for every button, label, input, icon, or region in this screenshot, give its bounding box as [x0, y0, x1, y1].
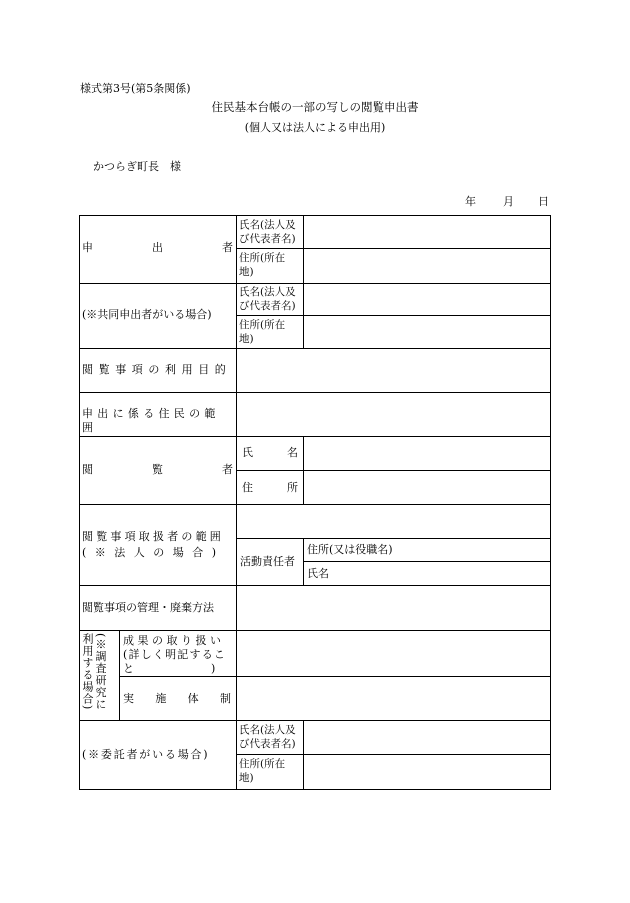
activity-manager-label: 活動責任者	[240, 555, 295, 568]
application-form-table	[79, 215, 551, 790]
applicant-address-label: 住所(所在 地)	[239, 252, 286, 278]
research-use-label: (※調査研究に利用する場合)	[81, 633, 107, 711]
sub-row-divider	[236, 315, 551, 316]
viewer-name-label: 氏 名	[242, 446, 298, 459]
border-right	[550, 215, 551, 790]
column-divider	[303, 720, 304, 790]
co-applicant-name-label: 氏名(法人及 び代表者名)	[239, 286, 296, 312]
row-divider	[79, 630, 551, 631]
border-left	[79, 215, 80, 790]
sub-row-divider	[236, 754, 551, 755]
sub-row-divider	[236, 470, 551, 471]
border-top	[79, 215, 551, 216]
addressee: かつらぎ町長 様	[93, 160, 181, 173]
co-applicant-label: (※共同申出者がいる場合)	[82, 308, 212, 321]
date-day-label: 日	[538, 195, 549, 208]
sub-row-divider	[236, 248, 551, 249]
row-divider	[79, 436, 551, 437]
applicant-label: 申 出 者	[82, 241, 233, 254]
handler-scope-label: 閲覧事項取扱者の範囲	[82, 530, 224, 543]
viewer-label: 閲 覧 者	[82, 463, 233, 476]
co-applicant-address-label: 住所(所在 地)	[239, 319, 286, 345]
column-divider	[303, 436, 304, 505]
resident-scope-label: 申出に係る住民の範囲	[82, 407, 220, 434]
border-bottom	[79, 789, 551, 790]
sub-row-divider	[303, 561, 551, 562]
column-divider	[119, 630, 120, 720]
row-divider	[79, 392, 551, 393]
document-subtitle: (個人又は法人による申出用)	[244, 121, 386, 134]
handler-scope-note: (※法人の場合)	[82, 546, 225, 559]
row-divider	[79, 283, 551, 284]
column-divider	[303, 215, 304, 349]
applicant-name-label: 氏名(法人及 び代表者名)	[239, 219, 296, 245]
document-title: 住民基本台帳の一部の写しの閲覧申出書	[211, 100, 419, 114]
consignor-address-label: 住所(所在 地)	[239, 758, 286, 784]
sub-row-divider	[236, 538, 551, 539]
viewer-address-label: 住 所	[242, 481, 298, 494]
date-month-label: 月	[503, 195, 514, 208]
form-number: 様式第3号(第5条関係)	[80, 82, 191, 95]
implementation-label: 実 施 体 制	[123, 692, 231, 705]
manager-address-title-label: 住所(又は役職名)	[307, 543, 393, 556]
column-divider	[303, 538, 304, 586]
sub-row-divider	[119, 676, 551, 677]
row-divider	[79, 504, 551, 505]
consignor-name-label: 氏名(法人及 び代表者名)	[239, 724, 296, 750]
results-handling-label: 成果の取り扱い (詳しく明記するこ と )	[123, 634, 227, 675]
purpose-label: 閲覧事項の利用目的	[82, 363, 232, 376]
row-divider	[79, 348, 551, 349]
consignor-label: (※委託者がいる場合)	[82, 748, 210, 761]
column-divider	[236, 215, 237, 790]
management-method-label: 閲覧事項の管理・廃棄方法	[82, 601, 214, 614]
row-divider	[79, 585, 551, 586]
date-year-label: 年	[465, 195, 476, 208]
row-divider	[79, 720, 551, 721]
manager-name-label: 氏名	[307, 567, 329, 580]
